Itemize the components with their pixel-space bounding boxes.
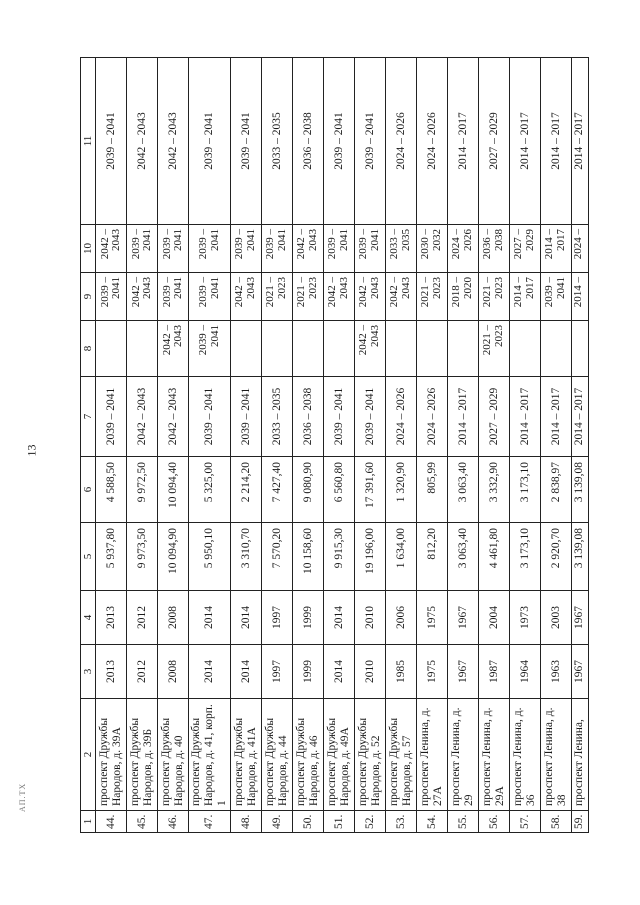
column-number-header: 4 xyxy=(81,591,96,645)
area-total-cell: 3 310,70 xyxy=(230,523,261,591)
period-cell: 2027 – 2029 xyxy=(478,377,509,457)
period-cell: 2024 – 2026 xyxy=(447,225,478,273)
period-cell xyxy=(292,321,323,377)
column-number-header: 8 xyxy=(81,321,96,377)
column-number-header: 10 xyxy=(81,225,96,273)
table-row xyxy=(189,58,231,833)
area-cell: 3 139,08 xyxy=(571,457,588,523)
table-row xyxy=(292,58,323,833)
row-number: 50. xyxy=(292,811,323,833)
column-number-header: 5 xyxy=(81,523,96,591)
period-cell: 2021 – 2023 xyxy=(478,321,509,377)
period-cell: 2042 – 2043 xyxy=(158,58,189,225)
area-cell: 10 094,40 xyxy=(158,457,189,523)
table-row xyxy=(127,58,158,833)
period-cell: 2039 – 2041 xyxy=(189,273,231,321)
period-cell: 2021 – 2023 xyxy=(478,273,509,321)
area-cell: 805,99 xyxy=(416,457,447,523)
year-built-cell: 2008 xyxy=(158,645,189,699)
column-number-header: 1 xyxy=(81,811,96,833)
period-cell: 2039 – 2041 xyxy=(230,377,261,457)
period-cell: 2042 – 2043 xyxy=(96,225,127,273)
area-total-cell: 3 173,10 xyxy=(509,523,540,591)
period-cell xyxy=(230,321,261,377)
table-row xyxy=(447,58,478,833)
period-cell: 2039 – 2041 xyxy=(96,377,127,457)
year-cell: 1997 xyxy=(261,591,292,645)
column-number-header: 2 xyxy=(81,699,96,811)
year-cell: 2014 xyxy=(230,591,261,645)
area-total-cell: 2 920,70 xyxy=(540,523,571,591)
period-cell: 2039 – 2041 xyxy=(189,225,231,273)
period-cell: 2042 – 2043 xyxy=(385,273,416,321)
period-cell: 2033 – 2035 xyxy=(261,58,292,225)
period-cell: 2039 – 2041 xyxy=(323,58,354,225)
area-total-cell: 10 158,60 xyxy=(292,523,323,591)
period-cell: 2039 – 2041 xyxy=(323,377,354,457)
area-total-cell: 1 634,00 xyxy=(385,523,416,591)
area-cell: 4 588,50 xyxy=(96,457,127,523)
footer-mark: АП.ТХ xyxy=(18,782,27,812)
table-row xyxy=(261,58,292,833)
table-row xyxy=(509,58,540,833)
address-cell: проспект Дружбы Народов, д. 44 xyxy=(261,699,292,811)
area-total-cell: 3 139,08 xyxy=(571,523,588,591)
year-cell: 2014 xyxy=(189,591,231,645)
address-cell: проспект Ленина, д. 36 xyxy=(509,699,540,811)
period-cell: 2042 – 2043 xyxy=(127,58,158,225)
period-cell: 2018 – 2020 xyxy=(447,273,478,321)
period-cell: 2014 – 2017 xyxy=(540,377,571,457)
area-cell: 2 838,97 xyxy=(540,457,571,523)
table-row xyxy=(158,58,189,833)
period-cell: 2042 – 2043 xyxy=(323,273,354,321)
period-cell: 2021 – 2023 xyxy=(261,273,292,321)
address-cell: проспект Дружбы Народов, д. 40 xyxy=(158,699,189,811)
column-number-header: 6 xyxy=(81,457,96,523)
table-row xyxy=(385,58,416,833)
rotated-table-wrapper xyxy=(80,58,585,833)
area-total-cell: 10 094,90 xyxy=(158,523,189,591)
year-built-cell: 1987 xyxy=(478,645,509,699)
row-number: 52. xyxy=(354,811,385,833)
period-cell xyxy=(447,321,478,377)
address-cell: проспект Ленина, д. 29 xyxy=(447,699,478,811)
area-total-cell: 5 950,10 xyxy=(189,523,231,591)
row-number: 49. xyxy=(261,811,292,833)
period-cell xyxy=(323,321,354,377)
column-number-header: 7 xyxy=(81,377,96,457)
area-cell: 6 560,80 xyxy=(323,457,354,523)
year-cell: 2008 xyxy=(158,591,189,645)
period-cell: 2024 – 2026 xyxy=(416,58,447,225)
table-body xyxy=(81,58,589,833)
period-cell: 2014 – 2017 xyxy=(540,225,571,273)
period-cell: 2042 – 2043 xyxy=(230,273,261,321)
period-cell: 2014 – xyxy=(571,273,588,321)
period-cell: 2033 – 2035 xyxy=(385,225,416,273)
year-built-cell: 2010 xyxy=(354,645,385,699)
period-cell: 2014 – 2017 xyxy=(571,58,588,225)
table-row xyxy=(478,58,509,833)
year-cell: 2004 xyxy=(478,591,509,645)
area-total-cell: 19 196,00 xyxy=(354,523,385,591)
address-cell: проспект Дружбы Народов, д. 52 xyxy=(354,699,385,811)
period-cell: 2014 – 2017 xyxy=(509,58,540,225)
table-row xyxy=(540,58,571,833)
area-total-cell: 3 063,40 xyxy=(447,523,478,591)
period-cell: 2014 – 2017 xyxy=(509,273,540,321)
area-cell: 5 325,00 xyxy=(189,457,231,523)
area-cell: 3 332,90 xyxy=(478,457,509,523)
area-cell: 3 063,40 xyxy=(447,457,478,523)
period-cell: 2014 – 2017 xyxy=(447,58,478,225)
year-cell: 1973 xyxy=(509,591,540,645)
period-cell: 2036 – 2038 xyxy=(292,377,323,457)
period-cell: 2042 – 2043 xyxy=(354,273,385,321)
period-cell: 2039 – 2041 xyxy=(261,225,292,273)
period-cell: 2042 – 2043 xyxy=(292,225,323,273)
period-cell: 2039 – 2041 xyxy=(189,58,231,225)
period-cell: 2042 – 2043 xyxy=(127,377,158,457)
year-cell: 1967 xyxy=(571,591,588,645)
year-built-cell: 2014 xyxy=(189,645,231,699)
row-number: 59. xyxy=(571,811,588,833)
table-row xyxy=(323,58,354,833)
period-cell: 2039 – 2041 xyxy=(96,273,127,321)
address-cell: проспект Ленина, д. 27А xyxy=(416,699,447,811)
table-row xyxy=(96,58,127,833)
address-cell: проспект Дружбы Народов, д. 49А xyxy=(323,699,354,811)
area-cell: 17 391,60 xyxy=(354,457,385,523)
year-built-cell: 1997 xyxy=(261,645,292,699)
year-built-cell: 2012 xyxy=(127,645,158,699)
period-cell: 2014 – 2017 xyxy=(447,377,478,457)
year-built-cell: 1985 xyxy=(385,645,416,699)
period-cell: 2039 – 2041 xyxy=(354,377,385,457)
period-cell: 2030 – 2032 xyxy=(416,225,447,273)
year-built-cell: 1967 xyxy=(447,645,478,699)
page-number: 13 xyxy=(24,444,39,457)
area-total-cell: 812,20 xyxy=(416,523,447,591)
address-cell: проспект Дружбы Народов, д. 57 xyxy=(385,699,416,811)
period-cell: 2039 – 2041 xyxy=(96,58,127,225)
area-cell: 2 214,20 xyxy=(230,457,261,523)
period-cell: 2042 – 2043 xyxy=(158,321,189,377)
table-row xyxy=(571,58,588,833)
table-row xyxy=(354,58,385,833)
area-cell: 1 320,90 xyxy=(385,457,416,523)
year-cell: 2013 xyxy=(96,591,127,645)
period-cell: 2014 – 2017 xyxy=(571,377,588,457)
period-cell: 2024 – 2026 xyxy=(416,377,447,457)
period-cell: 2021 – 2023 xyxy=(292,273,323,321)
area-total-cell: 7 570,20 xyxy=(261,523,292,591)
period-cell: 2024 – 2026 xyxy=(385,58,416,225)
period-cell: 2024 – xyxy=(571,225,588,273)
year-cell: 2012 xyxy=(127,591,158,645)
period-cell xyxy=(261,321,292,377)
period-cell: 2039 – 2041 xyxy=(158,225,189,273)
table-row xyxy=(230,58,261,833)
row-number: 51. xyxy=(323,811,354,833)
row-number: 45. xyxy=(127,811,158,833)
year-cell: 2003 xyxy=(540,591,571,645)
row-number: 46. xyxy=(158,811,189,833)
period-cell: 2042 – 2043 xyxy=(127,273,158,321)
table-row xyxy=(416,58,447,833)
period-cell xyxy=(416,321,447,377)
period-cell xyxy=(540,321,571,377)
row-number: 56. xyxy=(478,811,509,833)
address-cell: проспект Ленина, xyxy=(571,699,588,811)
period-cell: 2027 – 2029 xyxy=(509,225,540,273)
period-cell: 2024 – 2026 xyxy=(385,377,416,457)
period-cell: 2039 – 2041 xyxy=(189,321,231,377)
year-built-cell: 1999 xyxy=(292,645,323,699)
period-cell: 2021 – 2023 xyxy=(416,273,447,321)
period-cell: 2014 – 2017 xyxy=(540,58,571,225)
year-built-cell: 1975 xyxy=(416,645,447,699)
address-cell: проспект Дружбы Народов, д. 39А xyxy=(96,699,127,811)
column-number-header: 11 xyxy=(81,58,96,225)
area-cell: 7 427,40 xyxy=(261,457,292,523)
period-cell xyxy=(385,321,416,377)
header-row xyxy=(81,58,96,833)
year-built-cell: 1963 xyxy=(540,645,571,699)
area-total-cell: 9 915,30 xyxy=(323,523,354,591)
area-total-cell: 9 973,50 xyxy=(127,523,158,591)
row-number: 58. xyxy=(540,811,571,833)
column-number-header: 3 xyxy=(81,645,96,699)
year-built-cell: 2014 xyxy=(230,645,261,699)
year-cell: 1999 xyxy=(292,591,323,645)
area-total-cell: 5 937,80 xyxy=(96,523,127,591)
year-cell: 2010 xyxy=(354,591,385,645)
year-built-cell: 2014 xyxy=(323,645,354,699)
period-cell: 2042 – 2043 xyxy=(354,321,385,377)
address-cell: проспект Дружбы Народов, д. 39Б xyxy=(127,699,158,811)
row-number: 54. xyxy=(416,811,447,833)
period-cell: 2039 – 2041 xyxy=(354,225,385,273)
period-cell xyxy=(509,321,540,377)
period-cell: 2039 – 2041 xyxy=(189,377,231,457)
period-cell: 2042 – 2043 xyxy=(158,377,189,457)
period-cell: 2036 – 2038 xyxy=(292,58,323,225)
area-cell: 9 972,50 xyxy=(127,457,158,523)
year-built-cell: 1964 xyxy=(509,645,540,699)
row-number: 55. xyxy=(447,811,478,833)
row-number: 53. xyxy=(385,811,416,833)
row-number: 44. xyxy=(96,811,127,833)
address-cell: проспект Ленина, д. 29А xyxy=(478,699,509,811)
row-number: 57. xyxy=(509,811,540,833)
period-cell: 2033 – 2035 xyxy=(261,377,292,457)
period-cell: 2036 – 2038 xyxy=(478,225,509,273)
row-number: 48. xyxy=(230,811,261,833)
area-cell: 9 080,90 xyxy=(292,457,323,523)
period-cell: 2039 – 2041 xyxy=(230,225,261,273)
address-cell: проспект Дружбы Народов, д. 41А xyxy=(230,699,261,811)
period-cell xyxy=(571,321,588,377)
period-cell: 2039 – 2041 xyxy=(540,273,571,321)
period-cell: 2014 – 2017 xyxy=(509,377,540,457)
repair-schedule-table xyxy=(80,57,589,833)
period-cell: 2039 – 2041 xyxy=(158,273,189,321)
period-cell xyxy=(127,321,158,377)
column-number-header: 9 xyxy=(81,273,96,321)
year-cell: 2006 xyxy=(385,591,416,645)
address-cell: проспект Дружбы Народов, д. 41, корп. 1 xyxy=(189,699,231,811)
period-cell: 2039 – 2041 xyxy=(230,58,261,225)
period-cell: 2039 – 2041 xyxy=(127,225,158,273)
year-cell: 2014 xyxy=(323,591,354,645)
row-number: 47. xyxy=(189,811,231,833)
period-cell: 2027 – 2029 xyxy=(478,58,509,225)
area-cell: 3 173,10 xyxy=(509,457,540,523)
year-cell: 1975 xyxy=(416,591,447,645)
year-cell: 1967 xyxy=(447,591,478,645)
period-cell: 2039 – 2041 xyxy=(323,225,354,273)
period-cell: 2039 – 2041 xyxy=(354,58,385,225)
year-built-cell: 1967 xyxy=(571,645,588,699)
area-total-cell: 4 461,80 xyxy=(478,523,509,591)
address-cell: проспект Дружбы Народов, д. 46 xyxy=(292,699,323,811)
address-cell: проспект Ленина, д. 38 xyxy=(540,699,571,811)
year-built-cell: 2013 xyxy=(96,645,127,699)
period-cell xyxy=(96,321,127,377)
